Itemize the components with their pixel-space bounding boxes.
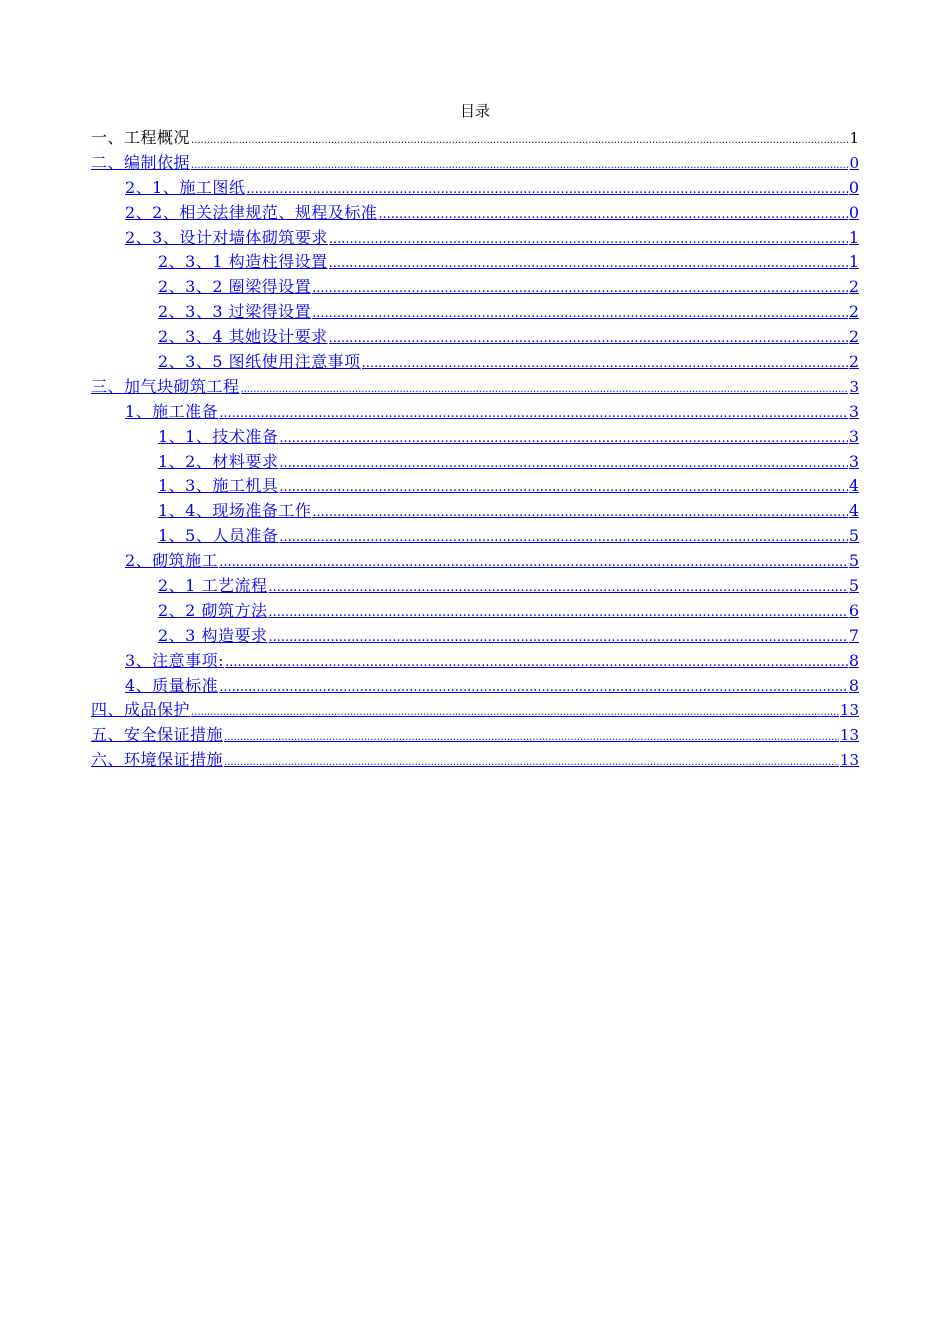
dot-leader[interactable] — [219, 402, 848, 427]
toc-entry-page[interactable]: 5 — [848, 526, 859, 546]
toc-entry-material-requirements[interactable] — [91, 450, 859, 475]
toc-entry-product-protection[interactable] — [91, 698, 859, 723]
toc-entry-page[interactable]: 8 — [848, 650, 859, 670]
toc-entry-label[interactable]: 1、3、施工机具 — [158, 476, 279, 496]
dot-leader[interactable] — [268, 576, 847, 601]
toc-entry-label[interactable]: 2、3、设计对墙体砌筑要求 — [125, 227, 328, 247]
toc-entry-precautions[interactable] — [91, 649, 859, 674]
toc-entry-page[interactable]: 3 — [848, 426, 859, 446]
toc-entry-structural-column[interactable] — [91, 250, 859, 275]
dot-leader[interactable] — [191, 154, 848, 179]
toc-entry-label[interactable]: 1、1、技术准备 — [158, 426, 279, 446]
toc-entry-label[interactable]: 1、4、现场准备工作 — [158, 501, 312, 521]
toc-entry-page[interactable]: 13 — [839, 726, 859, 745]
toc-entry-label[interactable]: 2、2 砌筑方法 — [158, 600, 268, 620]
toc-entry-label[interactable]: 二、编制依据 — [91, 152, 191, 172]
toc-entry-label[interactable]: 2、1 工艺流程 — [158, 576, 268, 596]
toc-entry-label[interactable]: 四、成品保护 — [91, 700, 191, 720]
toc-entry-label[interactable]: 2、3 构造要求 — [158, 625, 268, 645]
toc-entry-page[interactable]: 1 — [848, 252, 859, 272]
dot-leader[interactable] — [279, 427, 847, 452]
toc-entry-label[interactable]: 2、3、4 其她设计要求 — [158, 327, 328, 347]
dot-leader[interactable] — [312, 277, 848, 302]
table-of-contents — [91, 126, 859, 773]
toc-entry-process-flow[interactable] — [91, 574, 859, 599]
toc-entry-label[interactable]: 2、3、3 过梁得设置 — [158, 302, 312, 322]
dot-leader[interactable] — [191, 701, 839, 726]
toc-entry-page[interactable]: 0 — [849, 153, 859, 172]
dot-leader[interactable] — [279, 452, 847, 477]
toc-entry-page[interactable]: 5 — [848, 576, 859, 596]
toc-entry-lintel[interactable] — [91, 300, 859, 325]
toc-entry-safety-measures[interactable] — [91, 723, 859, 748]
toc-entry-label[interactable]: 2、2、相关法律规范、规程及标准 — [125, 202, 378, 222]
toc-entry-page[interactable]: 13 — [839, 701, 859, 720]
toc-entry-page[interactable]: 2 — [848, 352, 859, 372]
dot-leader[interactable] — [219, 551, 848, 576]
dot-leader[interactable] — [246, 178, 847, 203]
toc-entry-masonry-construction[interactable] — [91, 549, 859, 574]
toc-entry-label[interactable]: 3、注意事项: — [125, 650, 225, 670]
dot-leader[interactable] — [268, 626, 847, 651]
toc-entry-label[interactable]: 1、2、材料要求 — [158, 451, 279, 471]
toc-entry-label[interactable]: 五、安全保证措施 — [91, 725, 224, 745]
dot-leader[interactable] — [279, 526, 847, 551]
toc-entry-compilation-basis[interactable] — [91, 151, 859, 176]
toc-entry-page[interactable]: 4 — [848, 501, 859, 521]
dot-leader[interactable] — [279, 476, 847, 501]
toc-entry-environmental-measures[interactable] — [91, 748, 859, 773]
toc-entry-page[interactable]: 4 — [848, 476, 859, 496]
toc-entry-construction-prep[interactable] — [91, 400, 859, 425]
toc-entry-label[interactable]: 三、加气块砌筑工程 — [91, 376, 240, 396]
dot-leader[interactable] — [329, 228, 848, 253]
toc-entry-label[interactable]: 六、环境保证措施 — [91, 750, 224, 770]
toc-entry-label[interactable]: 1、施工准备 — [125, 401, 219, 421]
dot-leader[interactable] — [268, 601, 847, 626]
toc-entry-page[interactable]: 3 — [848, 451, 859, 471]
toc-entry-construction-drawings[interactable] — [91, 176, 859, 201]
toc-title: 目录 — [459, 102, 490, 120]
dot-leader[interactable] — [329, 252, 848, 277]
toc-entry-page[interactable]: 6 — [848, 600, 859, 620]
toc-entry-page[interactable]: 2 — [848, 277, 859, 297]
toc-entry-label[interactable]: 2、1、施工图纸 — [125, 177, 246, 197]
toc-entry-structural-requirements[interactable] — [91, 624, 859, 649]
toc-entry-page[interactable]: 2 — [848, 302, 859, 322]
dot-leader[interactable] — [224, 726, 839, 751]
toc-entry-page: 1 — [849, 129, 859, 147]
toc-entry-label[interactable]: 2、砌筑施工 — [125, 551, 219, 571]
toc-entry-construction-tools[interactable] — [91, 474, 859, 499]
toc-entry-label[interactable]: 2、3、2 圈梁得设置 — [158, 277, 312, 297]
toc-entry-label[interactable]: 1、5、人员准备 — [158, 526, 279, 546]
dot-leader[interactable] — [378, 203, 847, 228]
dot-leader[interactable] — [312, 302, 848, 327]
toc-entry-personnel-prep[interactable] — [91, 524, 859, 549]
toc-entry-page[interactable]: 3 — [849, 377, 859, 396]
toc-entry-page[interactable]: 13 — [839, 751, 859, 770]
dot-leader[interactable] — [225, 651, 848, 676]
toc-entry-site-prep[interactable] — [91, 499, 859, 524]
dot-leader — [191, 129, 848, 154]
toc-entry-design-requirements[interactable] — [91, 226, 859, 251]
toc-entry-label[interactable]: 2、3、1 构造柱得设置 — [158, 252, 328, 272]
toc-entry-laws-standards[interactable] — [91, 201, 859, 226]
toc-entry-drawing-notes[interactable] — [91, 350, 859, 375]
toc-entry-masonry-method[interactable] — [91, 599, 859, 624]
toc-entry-aerated-block-masonry[interactable] — [91, 375, 859, 400]
dot-leader[interactable] — [241, 378, 849, 403]
toc-entry-page[interactable]: 0 — [848, 202, 859, 222]
toc-entry-label: 一、工程概况 — [91, 128, 191, 147]
toc-entry-page[interactable]: 1 — [848, 227, 859, 247]
toc-entry-label[interactable]: 4、质量标准 — [125, 675, 219, 695]
dot-leader[interactable] — [224, 751, 839, 776]
toc-entry-page[interactable]: 7 — [848, 625, 859, 645]
dot-leader[interactable] — [362, 352, 848, 377]
toc-entry-page[interactable]: 2 — [848, 327, 859, 347]
toc-entry-page[interactable]: 3 — [848, 401, 859, 421]
toc-entry-technical-prep[interactable] — [91, 425, 859, 450]
toc-entry-page[interactable]: 5 — [848, 551, 859, 571]
toc-entry-label[interactable]: 2、3、5 图纸使用注意事项 — [158, 352, 361, 372]
dot-leader[interactable] — [329, 327, 848, 352]
toc-entry-project-overview — [91, 126, 859, 151]
toc-entry-ring-beam[interactable] — [91, 275, 859, 300]
toc-entry-page[interactable]: 0 — [848, 177, 859, 197]
toc-entry-quality-standards[interactable] — [91, 674, 859, 699]
toc-entry-page[interactable]: 8 — [848, 675, 859, 695]
toc-entry-other-design[interactable] — [91, 325, 859, 350]
dot-leader[interactable] — [219, 676, 848, 701]
dot-leader[interactable] — [312, 501, 847, 526]
